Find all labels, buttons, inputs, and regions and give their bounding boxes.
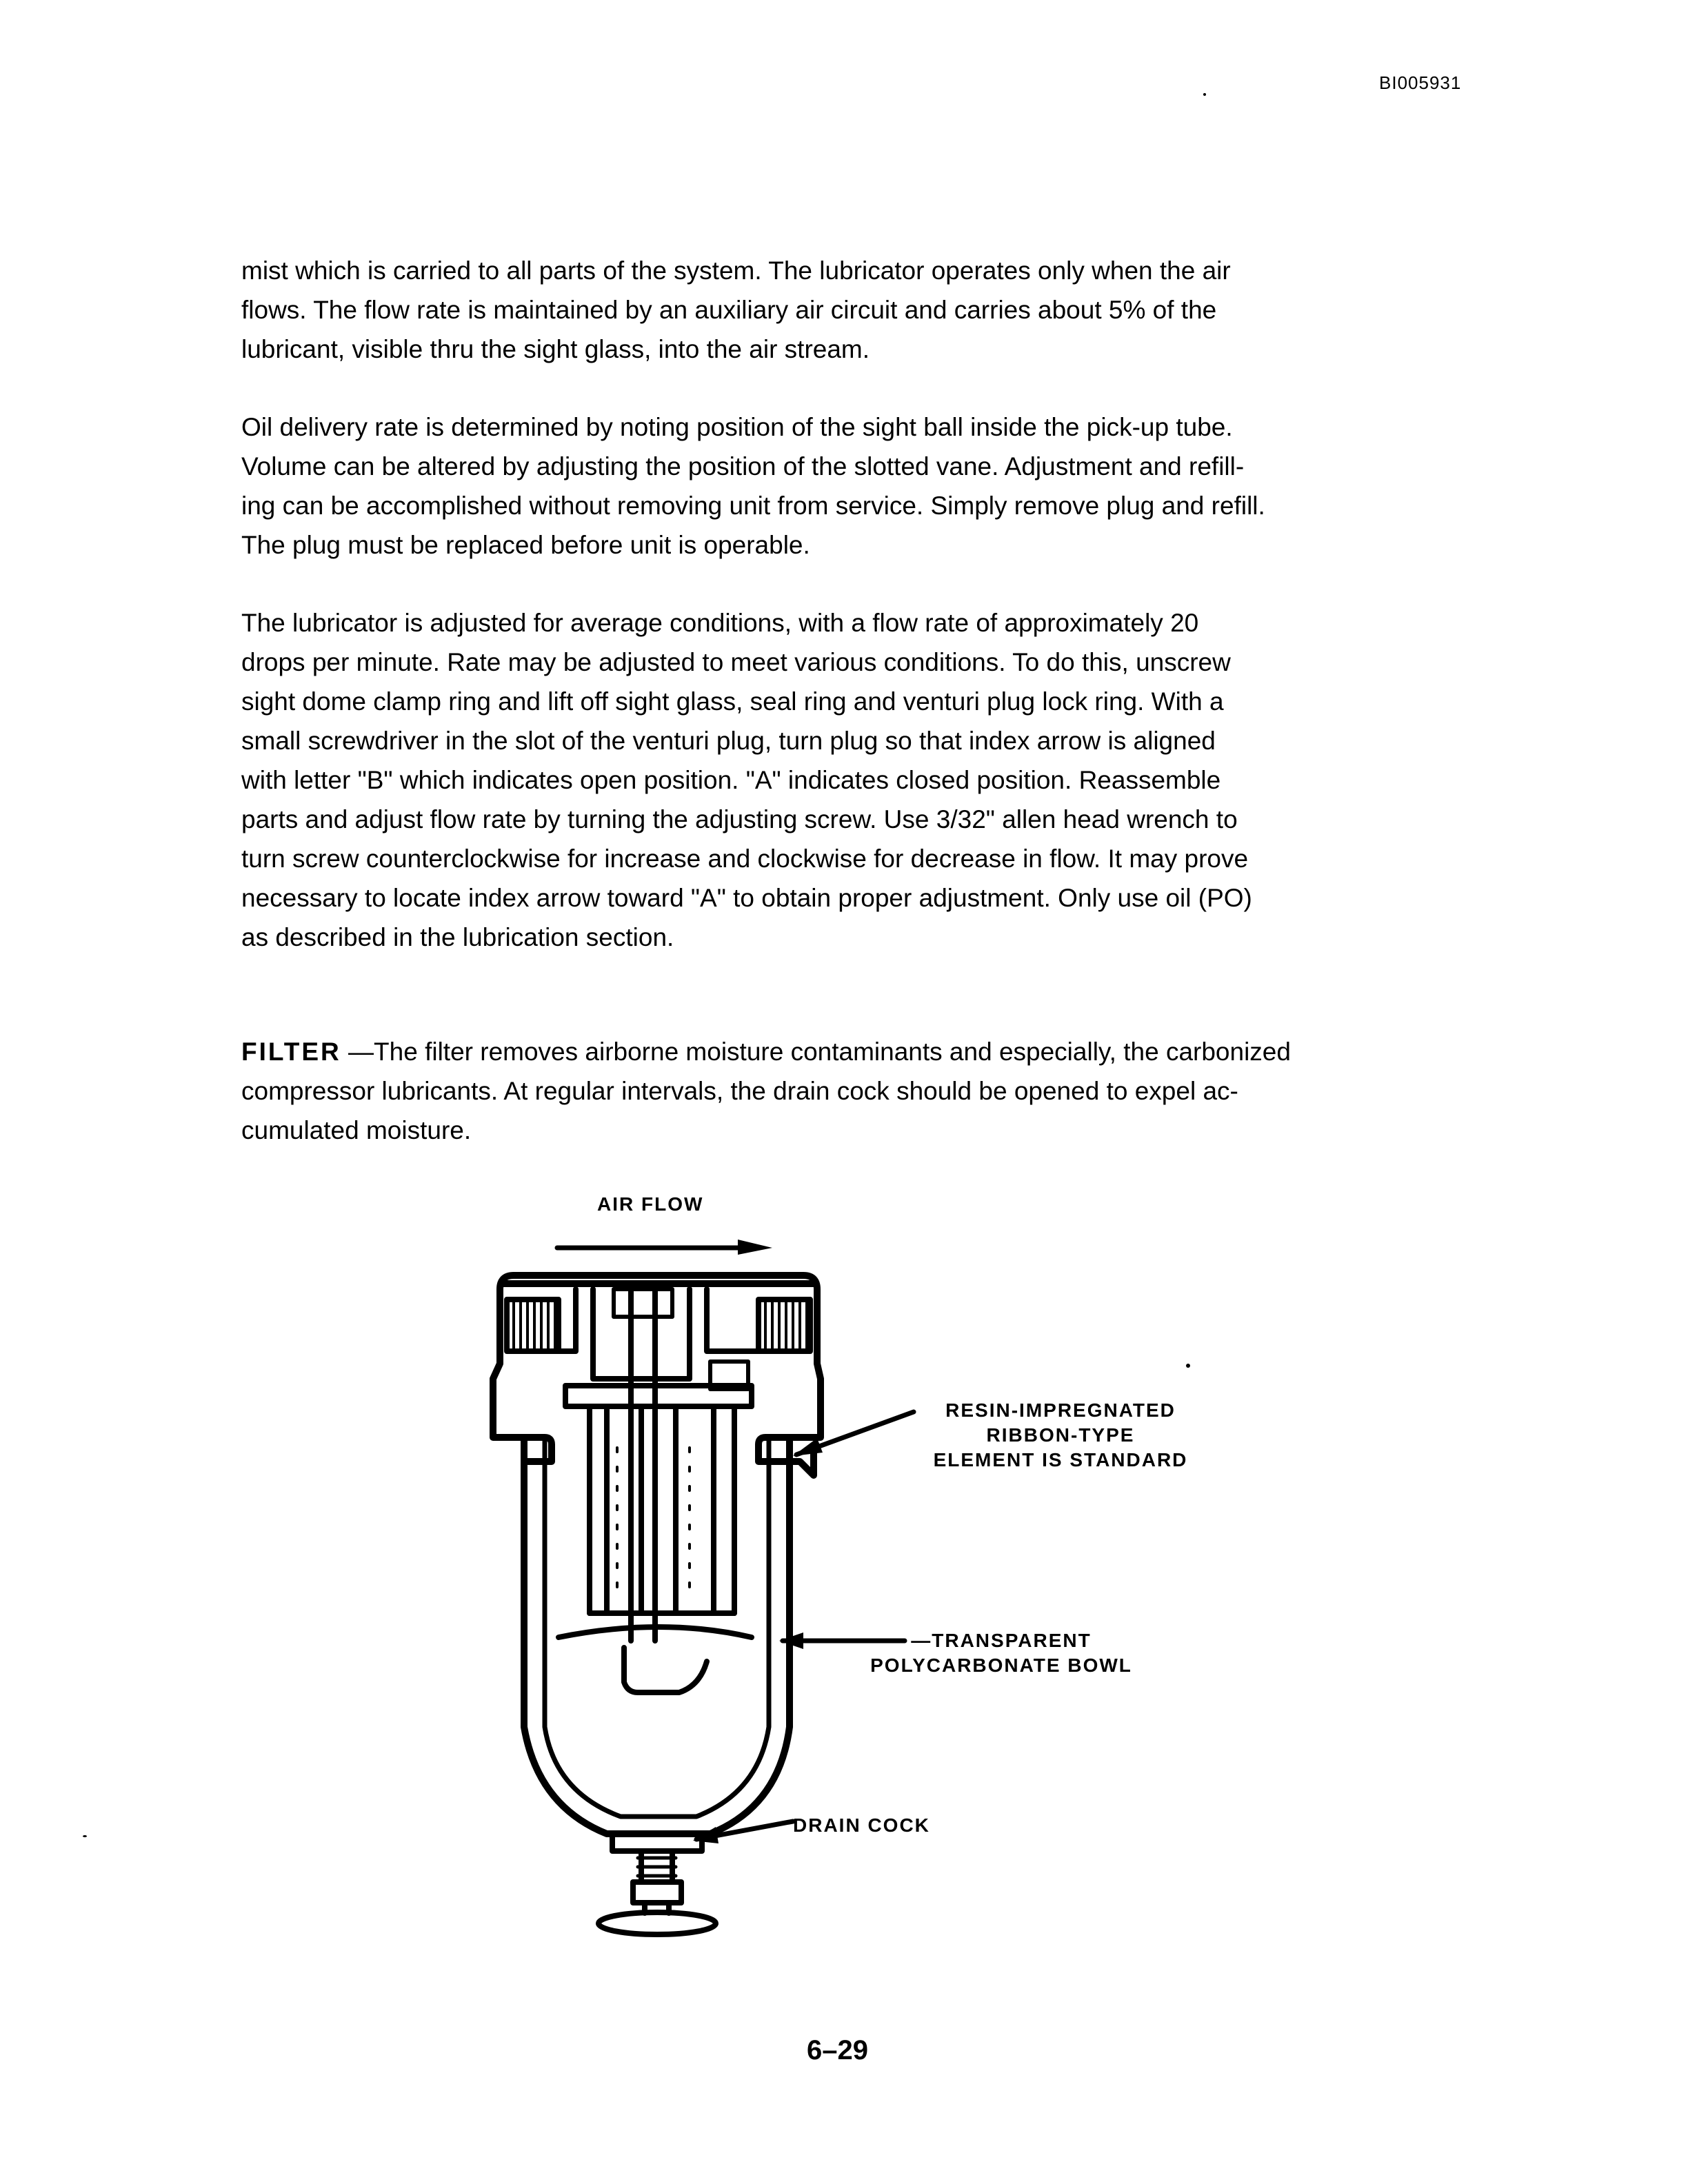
filter-head [514, 1275, 821, 1475]
air-flow-arrowhead [738, 1240, 772, 1255]
element-label [909, 1398, 1212, 1473]
drain-leader [696, 1821, 793, 1839]
text-line: drops per minute. Rate may be adjusted to meet various conditions. To do this, unscrew [241, 648, 1231, 676]
text-line: parts and adjust flow rate by turning the adjusting screw. Use 3/32" allen head wrench to [241, 805, 1238, 833]
text-line: as described in the lubrication section. [241, 923, 674, 951]
filter-element [590, 1406, 734, 1613]
text-line: with letter "B" which indicates open position. "A" indicates closed position. Reassemble [241, 766, 1221, 794]
bowl-label [850, 1628, 1153, 1678]
paragraph-adjustment [241, 603, 1449, 957]
text-line: cumulated moisture. [241, 1116, 472, 1144]
transparent-bowl [524, 1437, 790, 1834]
text-line: small screwdriver in the slot of the venturi plug, turn plug so that index arrow is aligned [241, 727, 1216, 755]
filter-heading: FILTER [241, 1038, 341, 1066]
paragraph-filter [241, 1032, 1449, 1150]
air-flow-label: AIR FLOW [597, 1193, 704, 1215]
text-line: The plug must be replaced before unit is operable. [241, 531, 810, 559]
right-port-threads [758, 1300, 810, 1351]
text-line: necessary to locate index arrow toward "A" to obtain proper adjustment. Only use oil (PO) [241, 884, 1252, 912]
text-line: Oil delivery rate is determined by noting position of the sight ball inside the pick-up tube. [241, 413, 1233, 441]
element-label-line: RESIN-IMPREGNATED [945, 1399, 1176, 1421]
element-label-line: ELEMENT IS STANDARD [933, 1449, 1188, 1470]
text-line: ing can be accomplished without removing unit from service. Simply remove plug and refill. [241, 492, 1265, 520]
drain-cock [599, 1834, 716, 1934]
bowl-label-line: POLYCARBONATE BOWL [870, 1655, 1132, 1676]
scan-speck [83, 1835, 87, 1837]
element-leader [796, 1412, 914, 1455]
filter-text: —The filter removes airborne moisture contaminants and especially, the carbonized [341, 1038, 1291, 1066]
left-port-threads [507, 1300, 559, 1351]
drain-cock-label: DRAIN COCK [793, 1814, 930, 1836]
page-number: 6–29 [807, 2035, 868, 2065]
text-line [241, 1032, 1449, 1071]
document-id: BI005931 [1379, 72, 1462, 93]
text-line: lubricant, visible thru the sight glass, into the air stream. [241, 335, 870, 363]
paragraph-lubricator-operation [241, 251, 1449, 369]
bowl-label-line: —TRANSPARENT [911, 1630, 1092, 1651]
text-line: compressor lubricants. At regular intervals, the drain cock should be opened to expel ac- [241, 1077, 1238, 1105]
text-line: turn screw counterclockwise for increase and clockwise for decrease in flow. It may prove [241, 845, 1249, 873]
paragraph-oil-delivery [241, 407, 1449, 565]
text-line: flows. The flow rate is maintained by an auxiliary air circuit and carries about 5% of the [241, 296, 1217, 324]
text-line: mist which is carried to all parts of the system. The lubricator operates only when the air [241, 256, 1231, 285]
text-line: The lubricator is adjusted for average conditions, with a flow rate of approximately 20 [241, 609, 1199, 637]
element-label-line: RIBBON-TYPE [986, 1424, 1135, 1446]
scan-speck [1186, 1364, 1190, 1368]
text-line: sight dome clamp ring and lift off sight glass, seal ring and venturi plug lock ring. With a [241, 687, 1224, 716]
text-line: Volume can be altered by adjusting the position of the slotted vane. Adjustment and refill- [241, 452, 1245, 481]
scan-speck [1203, 93, 1206, 96]
